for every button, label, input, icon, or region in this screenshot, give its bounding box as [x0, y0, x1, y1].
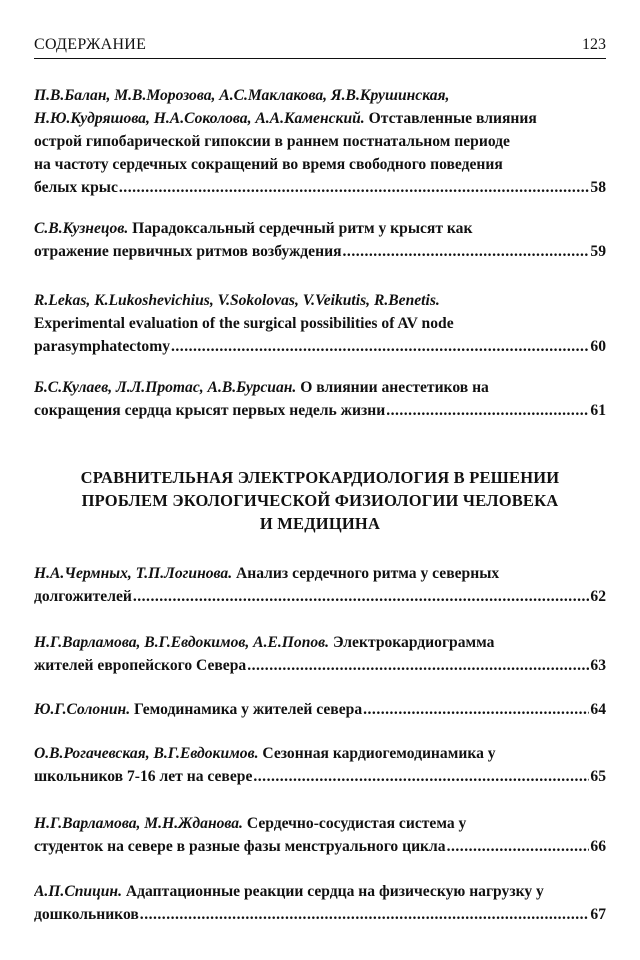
entry-title: отражение первичных ритмов возбуждения	[34, 243, 342, 260]
entry-title: белых крыс	[34, 179, 118, 196]
entry-title: студенток на севере в разные фазы менструального цикла	[34, 838, 446, 855]
dot-leader	[247, 654, 589, 677]
entry-title: на частоту сердечных сокращений во время свободного поведения	[34, 156, 503, 173]
entry-title: Experimental evaluation of the surgical possibilities of AV node	[34, 315, 454, 332]
entry-title: Парадоксальный сердечный ритм у крысят как	[132, 220, 473, 237]
dot-leader	[363, 698, 589, 721]
toc-entry	[34, 631, 606, 677]
entry-title: сокращения сердца крысят первых недель жизни	[34, 402, 386, 419]
dot-leader	[253, 765, 589, 788]
running-header	[34, 36, 606, 59]
entry-page: 60	[590, 338, 606, 355]
entry-page: 66	[590, 838, 606, 855]
dot-leader	[386, 399, 589, 422]
dot-leader	[343, 240, 590, 263]
header-page-number: 123	[582, 36, 606, 53]
entry-title: школьников 7-16 лет на севере	[34, 768, 253, 785]
entry-authors: Н.А.Чермных, Т.П.Логинова.	[34, 565, 233, 582]
entry-page: 67	[590, 906, 606, 923]
toc-entry	[34, 289, 606, 358]
dot-leader	[140, 903, 590, 926]
entry-title: Анализ сердечного ритма у северных	[236, 565, 500, 582]
entry-authors: Н.Ю.Кудряшова, Н.А.Соколова, А.А.Каменский.	[34, 110, 365, 127]
entry-authors: Н.Г.Варламова, В.Г.Евдокимов, А.Е.Попов.	[34, 634, 330, 651]
entry-page: 59	[590, 243, 606, 260]
entry-title: parasymphatectomy	[34, 338, 170, 355]
toc-entry	[34, 562, 606, 608]
section-heading-line: ПРОБЛЕМ ЭКОЛОГИЧЕСКОЙ ФИЗИОЛОГИИ ЧЕЛОВЕКА	[81, 491, 559, 510]
entry-page: 58	[590, 179, 606, 196]
entry-title: острой гипобарической гипоксии в раннем постнатальном периоде	[34, 133, 510, 150]
entry-authors: С.В.Кузнецов.	[34, 220, 129, 237]
entry-title: дошкольников	[34, 906, 139, 923]
entry-title: Электрокардиограмма	[332, 634, 495, 651]
entry-authors: R.Lekas, K.Lukoshevichius, V.Sokolovas, V.Veikutis, R.Benetis.	[34, 292, 440, 309]
section-heading-line: И МЕДИЦИНА	[259, 514, 381, 533]
dot-leader	[119, 176, 590, 199]
toc-entry	[34, 217, 606, 263]
entry-title: Сердечно-сосудистая система у	[246, 815, 467, 832]
toc-entry	[34, 376, 606, 422]
entry-title: Гемодинамика у жителей севера	[134, 701, 363, 718]
entry-title: жителей европейского Севера	[34, 657, 247, 674]
entry-title: Отставленные влияния	[368, 110, 537, 127]
entry-title: Адаптационные реакции сердца на физическую нагрузку у	[125, 883, 544, 900]
entry-title: Сезонная кардиогемодинамика у	[262, 745, 496, 762]
header-section-title: СОДЕРЖАНИЕ	[34, 36, 147, 53]
entry-authors: А.П.Спицин.	[34, 883, 122, 900]
entry-authors: Н.Г.Варламова, М.Н.Жданова.	[34, 815, 243, 832]
section-heading-line: СРАВНИТЕЛЬНАЯ ЭЛЕКТРОКАРДИОЛОГИЯ В РЕШЕНИИ	[80, 468, 560, 487]
entry-authors: П.В.Балан, М.В.Морозова, А.С.Маклакова, Я.В.Крушинская,	[34, 87, 450, 104]
toc-entry	[34, 84, 606, 199]
entry-authors: О.В.Рогачевская, В.Г.Евдокимов.	[34, 745, 259, 762]
entry-authors: Ю.Г.Солонин.	[34, 701, 131, 718]
entry-page: 64	[590, 701, 606, 718]
dot-leader	[133, 585, 590, 608]
toc-entry	[34, 742, 606, 788]
toc-entry	[34, 880, 606, 926]
entry-title: О влиянии анестетиков на	[300, 379, 489, 396]
toc-entry	[34, 698, 606, 721]
entry-page: 65	[590, 768, 606, 785]
section-heading	[34, 466, 606, 535]
entry-title: долгожителей	[34, 588, 132, 605]
entry-page: 62	[590, 588, 606, 605]
entry-page: 63	[590, 657, 606, 674]
entry-page: 61	[590, 402, 606, 419]
dot-leader	[171, 335, 589, 358]
entry-authors: Б.С.Кулаев, Л.Л.Протас, А.В.Бурсиан.	[34, 379, 297, 396]
toc-entry	[34, 812, 606, 858]
dot-leader	[447, 835, 590, 858]
